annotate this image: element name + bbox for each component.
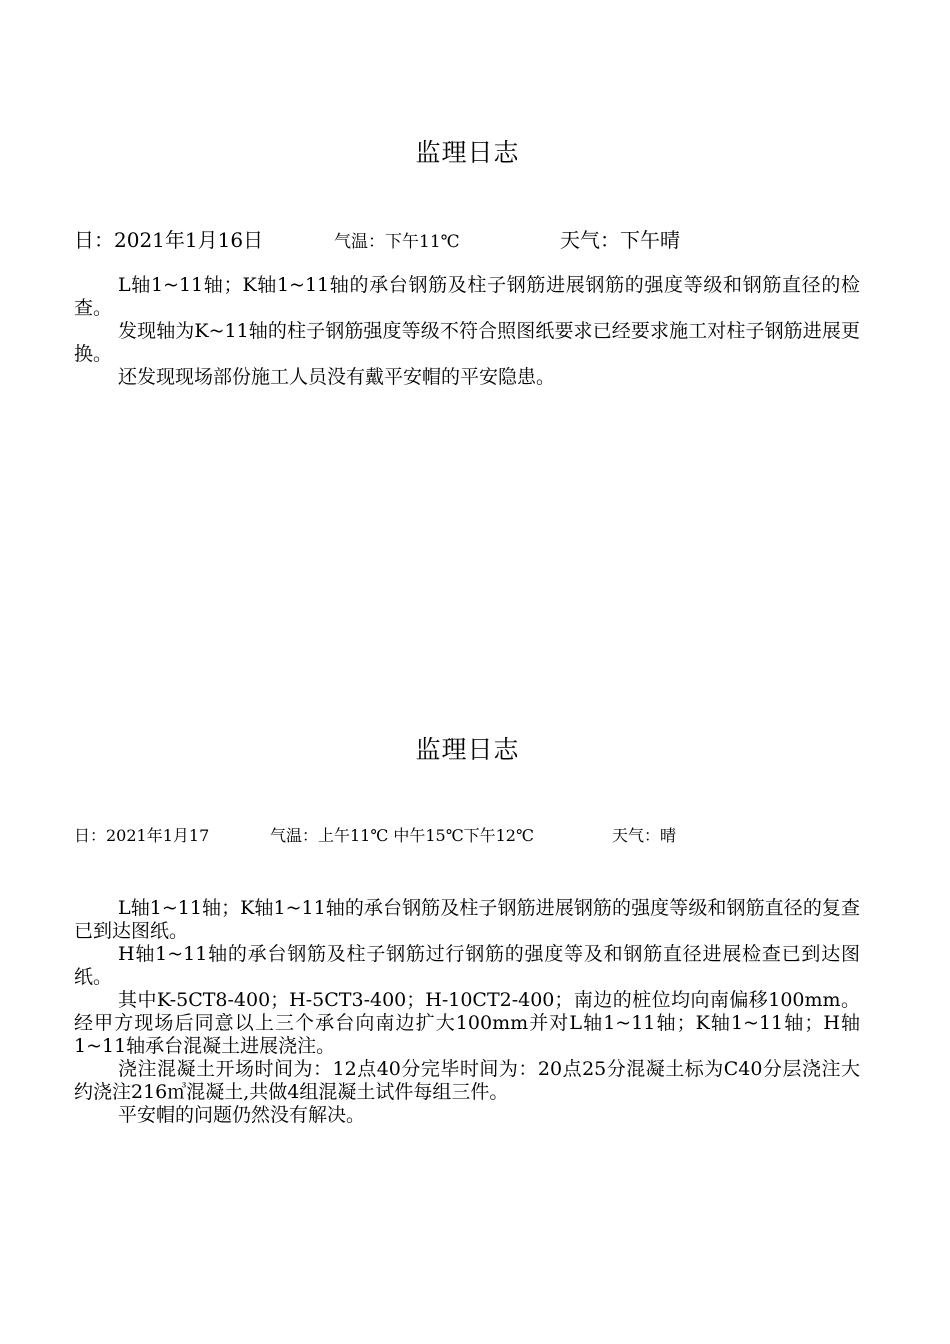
log-paragraph: 浇注混凝土开场时间为：12点40分完毕时间为：20点25分混凝土标为C40分层浇注大约浇注216㎥混凝土,共做4组混凝土试件每组三件。 xyxy=(74,1058,860,1103)
log-paragraph: H轴1~11轴的承台钢筋及柱子钢筋过行钢筋的强度等及和钢筋直径进展检查已到达图纸。 xyxy=(74,943,860,988)
log-paragraph: 还发现现场部份施工人员没有戴平安帽的平安隐患。 xyxy=(118,366,556,388)
temperature-field: 气温：下午11℃ xyxy=(334,232,460,252)
log-paragraph: 平安帽的问题仍然没有解决。 xyxy=(118,1104,366,1126)
weather-field: 天气：晴 xyxy=(612,826,677,845)
log-paragraph: 其中K-5CT8-400；H-5CT3-400；H-10CT2-400；南边的桩位均向南偏移100mm。经甲方现场后同意以上三个承台向南边扩大100mm并对L轴1~11轴；K轴1~11轴；H轴1~11轴承台混凝土进展浇注。 xyxy=(74,989,860,1057)
page-title: 监理日志 xyxy=(415,138,520,167)
log-body xyxy=(74,897,860,1127)
weather-field: 天气：下午晴 xyxy=(560,228,680,252)
date-field: 日：2021年1月16日 xyxy=(74,228,264,252)
log-paragraph: L轴1~11轴；K轴1~11轴的承台钢筋及柱子钢筋进展钢筋的强度等级和钢筋直径的复查已到达图纸。 xyxy=(74,897,860,942)
log-body xyxy=(74,274,860,389)
date-field: 日：2021年1月17 xyxy=(74,826,210,845)
log-paragraph: 发现轴为K~11轴的柱子钢筋强度等级不符合照图纸要求已经要求施工对柱子钢筋进展更换。 xyxy=(74,320,860,365)
log-paragraph: L轴1~11轴；K轴1~11轴的承台钢筋及柱子钢筋进展钢筋的强度等级和钢筋直径的检查。 xyxy=(74,274,860,319)
page-title: 监理日志 xyxy=(415,735,520,764)
temperature-field: 气温：上午11℃ 中午15℃下午12℃ xyxy=(270,826,534,845)
